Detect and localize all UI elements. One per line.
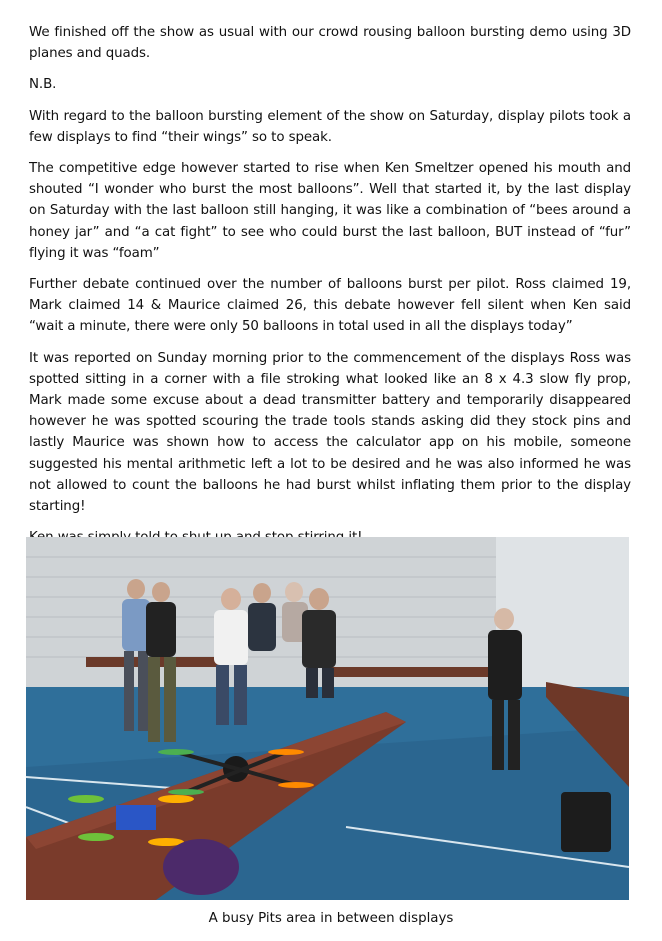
article-body — [29, 22, 631, 558]
paragraph-sunday-morning: It was reported on Sunday morning prior to the commencement of the displays Ross was spotted sitting in a corner with a file stroking what looked like an 8 x 4.3 slow fly prop, Mark made some excuse about a dead transmitter battery and temporarily disappeared however he was spotted scouring the trade tools stands asking did they stock pins and lastly Maurice was shown how to access the calculator app on his mobile, someone suggested his mental arithmetic left a lot to be desired and he was also informed he was not allowed to count the balloons he had burst whilst inflating them prior to the display starting! — [29, 350, 631, 515]
photo-caption: A busy Pits area in between displays — [208, 911, 454, 926]
paragraph-nb: N.B. — [29, 77, 57, 93]
paragraph-competitive-edge: The competitive edge however started to rise when Ken Smeltzer opened his mouth and shouted “I wonder who burst the most balloons”. Well that started it, by the last display on Saturday with the last balloon still hanging, it was like a combination of “bees around a honey jar” and “a cat fight” to see who could burst the last balloon, BUT instead of “fur” flying it was “foam” — [29, 161, 631, 261]
paragraph-show-finish: We finished off the show as usual with our crowd rousing balloon bursting demo using 3D planes and quads. — [29, 25, 631, 62]
paragraph-debate: Further debate continued over the number of balloons burst per pilot. Ross claimed 19, Mark claimed 14 & Maurice claimed 26, this debate however fell silent when Ken said “wait a minute, there were only 50 balloons in total used in all the displays today” — [29, 277, 631, 335]
paragraph-balloon-bursting: With regard to the balloon bursting element of the show on Saturday, display pilots took a few displays to find “their wings” so to speak. — [29, 108, 631, 145]
pits-area-photo — [26, 537, 629, 900]
